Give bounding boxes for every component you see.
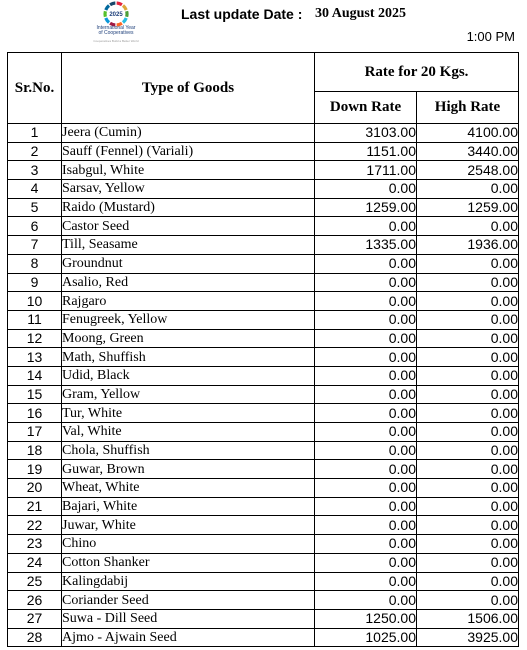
row-high-rate: 0.00 (417, 572, 519, 591)
logo-text-line2: of Cooperatives (98, 30, 134, 36)
table-row (8, 404, 519, 423)
row-sr-no: 12 (8, 329, 62, 348)
row-goods-name: Bajari, White (62, 497, 315, 516)
row-sr-no: 3 (8, 161, 62, 180)
row-goods-name: Ajmo - Ajwain Seed (62, 628, 315, 647)
row-sr-no: 16 (8, 404, 62, 423)
row-goods-name: Groundnut (62, 254, 315, 273)
table-row (8, 161, 519, 180)
row-goods-name: Cotton Shanker (62, 553, 315, 572)
row-goods-name: Sauff (Fennel) (Variali) (62, 142, 315, 161)
logo-text-line1: International Year (96, 25, 136, 31)
table-row (8, 348, 519, 367)
row-sr-no: 24 (8, 553, 62, 572)
row-down-rate: 3103.00 (315, 124, 417, 143)
row-down-rate: 0.00 (315, 385, 417, 404)
row-sr-no: 1 (8, 124, 62, 143)
row-sr-no: 8 (8, 254, 62, 273)
row-high-rate: 0.00 (417, 423, 519, 442)
logo-ring-segment (106, 18, 109, 22)
row-high-rate: 0.00 (417, 553, 519, 572)
row-high-rate: 0.00 (417, 460, 519, 479)
row-high-rate: 0.00 (417, 329, 519, 348)
table-row (8, 366, 519, 385)
row-high-rate: 1506.00 (417, 609, 519, 628)
row-down-rate: 1711.00 (315, 161, 417, 180)
row-down-rate: 0.00 (315, 329, 417, 348)
last-update-label: Last update Date : (181, 6, 303, 22)
logo-ring-segment (106, 6, 109, 10)
row-goods-name: Gram, Yellow (62, 385, 315, 404)
row-down-rate: 1335.00 (315, 236, 417, 255)
rates-table-body (8, 124, 519, 647)
last-update-date: 30 August 2025 (315, 6, 407, 21)
row-sr-no: 23 (8, 535, 62, 554)
row-high-rate: 1259.00 (417, 198, 519, 217)
row-goods-name: Juwar, White (62, 516, 315, 535)
iyc-2025-logo (86, 1, 146, 47)
table-row (8, 535, 519, 554)
row-sr-no: 20 (8, 479, 62, 498)
row-high-rate: 0.00 (417, 441, 519, 460)
row-down-rate: 0.00 (315, 572, 417, 591)
row-sr-no: 6 (8, 217, 62, 236)
table-row (8, 609, 519, 628)
row-high-rate: 4100.00 (417, 124, 519, 143)
table-row (8, 236, 519, 255)
logo-year: 2025 (109, 12, 123, 18)
row-sr-no: 14 (8, 366, 62, 385)
row-goods-name: Till, Seasame (62, 236, 315, 255)
row-high-rate: 0.00 (417, 292, 519, 311)
row-goods-name: Chino (62, 535, 315, 554)
row-sr-no: 21 (8, 497, 62, 516)
table-row (8, 572, 519, 591)
row-goods-name: Coriander Seed (62, 591, 315, 610)
row-high-rate: 0.00 (417, 385, 519, 404)
row-down-rate: 0.00 (315, 310, 417, 329)
row-goods-name: Rajgaro (62, 292, 315, 311)
row-goods-name: Sarsav, Yellow (62, 180, 315, 199)
row-high-rate: 0.00 (417, 273, 519, 292)
row-goods-name: Raido (Mustard) (62, 198, 315, 217)
table-row (8, 124, 519, 143)
table-row (8, 254, 519, 273)
row-high-rate: 0.00 (417, 535, 519, 554)
table-row (8, 628, 519, 647)
header-sr-no: Sr.No. (8, 53, 62, 124)
row-down-rate: 0.00 (315, 423, 417, 442)
row-high-rate: 2548.00 (417, 161, 519, 180)
row-goods-name: Tur, White (62, 404, 315, 423)
row-goods-name: Castor Seed (62, 217, 315, 236)
row-down-rate: 0.00 (315, 497, 417, 516)
row-down-rate: 0.00 (315, 553, 417, 572)
row-sr-no: 2 (8, 142, 62, 161)
table-row (8, 273, 519, 292)
last-update-time: 1:00 PM (466, 29, 515, 44)
row-down-rate: 0.00 (315, 292, 417, 311)
row-high-rate: 0.00 (417, 348, 519, 367)
row-high-rate: 0.00 (417, 217, 519, 236)
row-sr-no: 18 (8, 441, 62, 460)
row-down-rate: 0.00 (315, 535, 417, 554)
row-down-rate: 0.00 (315, 460, 417, 479)
row-high-rate: 0.00 (417, 497, 519, 516)
row-goods-name: Fenugreek, Yellow (62, 310, 315, 329)
table-row (8, 385, 519, 404)
row-down-rate: 0.00 (315, 366, 417, 385)
row-high-rate: 0.00 (417, 516, 519, 535)
row-goods-name: Math, Shuffish (62, 348, 315, 367)
table-row (8, 553, 519, 572)
row-goods-name: Wheat, White (62, 479, 315, 498)
header-rate-group: Rate for 20 Kgs. (315, 53, 519, 92)
row-goods-name: Suwa - Dill Seed (62, 609, 315, 628)
table-row (8, 198, 519, 217)
row-sr-no: 9 (8, 273, 62, 292)
table-row (8, 292, 519, 311)
row-down-rate: 0.00 (315, 591, 417, 610)
row-down-rate: 1250.00 (315, 609, 417, 628)
row-goods-name: Guwar, Brown (62, 460, 315, 479)
row-high-rate: 0.00 (417, 180, 519, 199)
row-down-rate: 0.00 (315, 217, 417, 236)
row-high-rate: 0.00 (417, 479, 519, 498)
row-goods-name: Udid, Black (62, 366, 315, 385)
table-row (8, 329, 519, 348)
row-goods-name: Val, White (62, 423, 315, 442)
row-down-rate: 0.00 (315, 404, 417, 423)
header-down-rate: Down Rate (315, 92, 417, 124)
header-type-of-goods: Type of Goods (62, 53, 315, 124)
row-sr-no: 4 (8, 180, 62, 199)
row-goods-name: Isabgul, White (62, 161, 315, 180)
row-sr-no: 13 (8, 348, 62, 367)
row-sr-no: 26 (8, 591, 62, 610)
row-high-rate: 0.00 (417, 366, 519, 385)
row-high-rate: 0.00 (417, 254, 519, 273)
table-row (8, 591, 519, 610)
row-down-rate: 0.00 (315, 516, 417, 535)
row-sr-no: 10 (8, 292, 62, 311)
table-row (8, 423, 519, 442)
logo-tagline: Cooperatives Build a Better World (93, 39, 139, 43)
row-down-rate: 0.00 (315, 348, 417, 367)
table-row (8, 497, 519, 516)
row-sr-no: 7 (8, 236, 62, 255)
table-row (8, 441, 519, 460)
row-high-rate: 3925.00 (417, 628, 519, 647)
row-goods-name: Moong, Green (62, 329, 315, 348)
table-row (8, 460, 519, 479)
report-header (0, 0, 527, 50)
row-down-rate: 0.00 (315, 441, 417, 460)
row-sr-no: 22 (8, 516, 62, 535)
row-high-rate: 0.00 (417, 404, 519, 423)
table-row (8, 310, 519, 329)
logo-ring-segment (123, 18, 126, 22)
logo-ring-segment (117, 3, 122, 5)
row-down-rate: 1025.00 (315, 628, 417, 647)
logo-ring-segment (110, 3, 115, 5)
row-sr-no: 5 (8, 198, 62, 217)
row-down-rate: 0.00 (315, 479, 417, 498)
row-down-rate: 0.00 (315, 273, 417, 292)
row-sr-no: 17 (8, 423, 62, 442)
row-high-rate: 1936.00 (417, 236, 519, 255)
table-row (8, 479, 519, 498)
table-row (8, 217, 519, 236)
table-row (8, 516, 519, 535)
row-sr-no: 27 (8, 609, 62, 628)
table-row (8, 142, 519, 161)
table-row (8, 180, 519, 199)
row-down-rate: 0.00 (315, 180, 417, 199)
row-sr-no: 15 (8, 385, 62, 404)
row-down-rate: 1151.00 (315, 142, 417, 161)
row-sr-no: 25 (8, 572, 62, 591)
logo-ring-segment (123, 6, 126, 10)
row-goods-name: Kalingdabij (62, 572, 315, 591)
row-sr-no: 19 (8, 460, 62, 479)
row-sr-no: 28 (8, 628, 62, 647)
row-high-rate: 0.00 (417, 591, 519, 610)
row-goods-name: Chola, Shuffish (62, 441, 315, 460)
header-high-rate: High Rate (417, 92, 519, 124)
row-sr-no: 11 (8, 310, 62, 329)
row-goods-name: Asalio, Red (62, 273, 315, 292)
row-down-rate: 0.00 (315, 254, 417, 273)
row-down-rate: 1259.00 (315, 198, 417, 217)
row-goods-name: Jeera (Cumin) (62, 124, 315, 143)
row-high-rate: 0.00 (417, 310, 519, 329)
iyc-ring-icon (96, 1, 136, 27)
row-high-rate: 3440.00 (417, 142, 519, 161)
rates-table (7, 52, 519, 647)
